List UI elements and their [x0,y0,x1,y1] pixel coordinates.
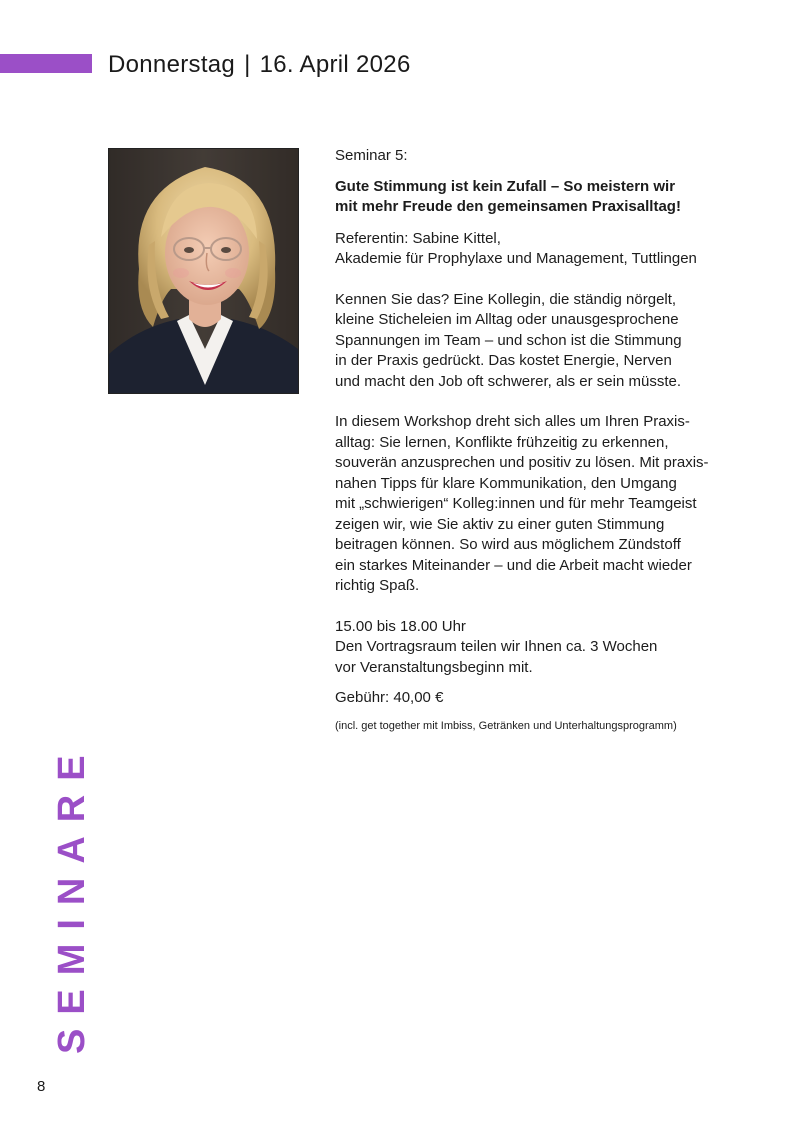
seminar-title-line: mit mehr Freude den gemeinsamen Praxisalltag! [335,198,681,215]
paragraph-line: zeigen wir, wie Sie aktiv zu einer guten Stimmung [335,515,665,533]
paragraph-line: In diesem Workshop dreht sich alles um Ihren Praxis- [335,413,690,430]
seminar-time: 15.00 bis 18.00 Uhr [335,617,466,635]
paragraph-line: und macht den Job oft schwerer, als er sein müsste. [335,372,682,390]
seminar-fee: Gebühr: 40,00 € [335,689,444,706]
speaker-affiliation: Akademie für Prophylaxe und Management, Tuttlingen [335,250,697,267]
page-header-date [108,50,411,80]
time-and-location [335,617,755,679]
fee-note: (incl. get together mit Imbiss, Getränken und Unterhaltungsprogramm) [335,719,677,732]
location-note: Den Vortragsraum teilen wir Ihnen ca. 3 Wochen [335,638,658,655]
paragraph-line: Kennen Sie das? Eine Kollegin, die ständig nörgelt, [335,290,677,308]
speaker-info [335,229,755,270]
header-accent-bar [0,54,92,73]
paragraph-line: kleine Sticheleien im Alltag oder unausgesprochene [335,311,679,328]
paragraph-line: Spannungen im Team – und schon ist die Stimmung [335,331,682,349]
header-date-value: 16. April 2026 [259,51,411,78]
paragraph-line: souverän anzusprechen und positiv zu lösen. Mit praxis- [335,454,709,471]
seminar-title-line: Gute Stimmung ist kein Zufall – So meistern wir [335,177,676,195]
description-paragraph-2 [335,412,755,597]
paragraph-line: beitragen können. So wird aus möglichem Zündstoff [335,536,681,553]
paragraph-line: mit „schwierigen“ Kolleg:innen und für mehr Teamgeist [335,495,697,512]
paragraph-line: richtig Spaß. [335,577,420,594]
speaker-portrait-photo [108,148,299,394]
header-separator: | [244,51,251,78]
location-note: vor Veranstaltungsbeginn mit. [335,658,533,676]
page-number: 8 [37,1078,46,1095]
paragraph-line: alltag: Sie lernen, Konflikte frühzeitig zu erkennen, [335,433,669,451]
paragraph-line: nahen Tipps für klare Kommunikation, den Umgang [335,474,677,492]
seminar-details [335,146,755,733]
section-side-label: SEMINARE [51,741,93,1054]
seminar-number: Seminar 5: [335,147,408,164]
paragraph-line: in der Praxis gedrückt. Das kostet Energie, Nerven [335,352,672,369]
seminar-title [335,177,755,218]
header-weekday: Donnerstag [108,51,236,78]
speaker-name: Referentin: Sabine Kittel, [335,229,501,247]
paragraph-line: ein starkes Miteinander – und die Arbeit macht wieder [335,556,692,574]
description-paragraph-1 [335,290,755,393]
